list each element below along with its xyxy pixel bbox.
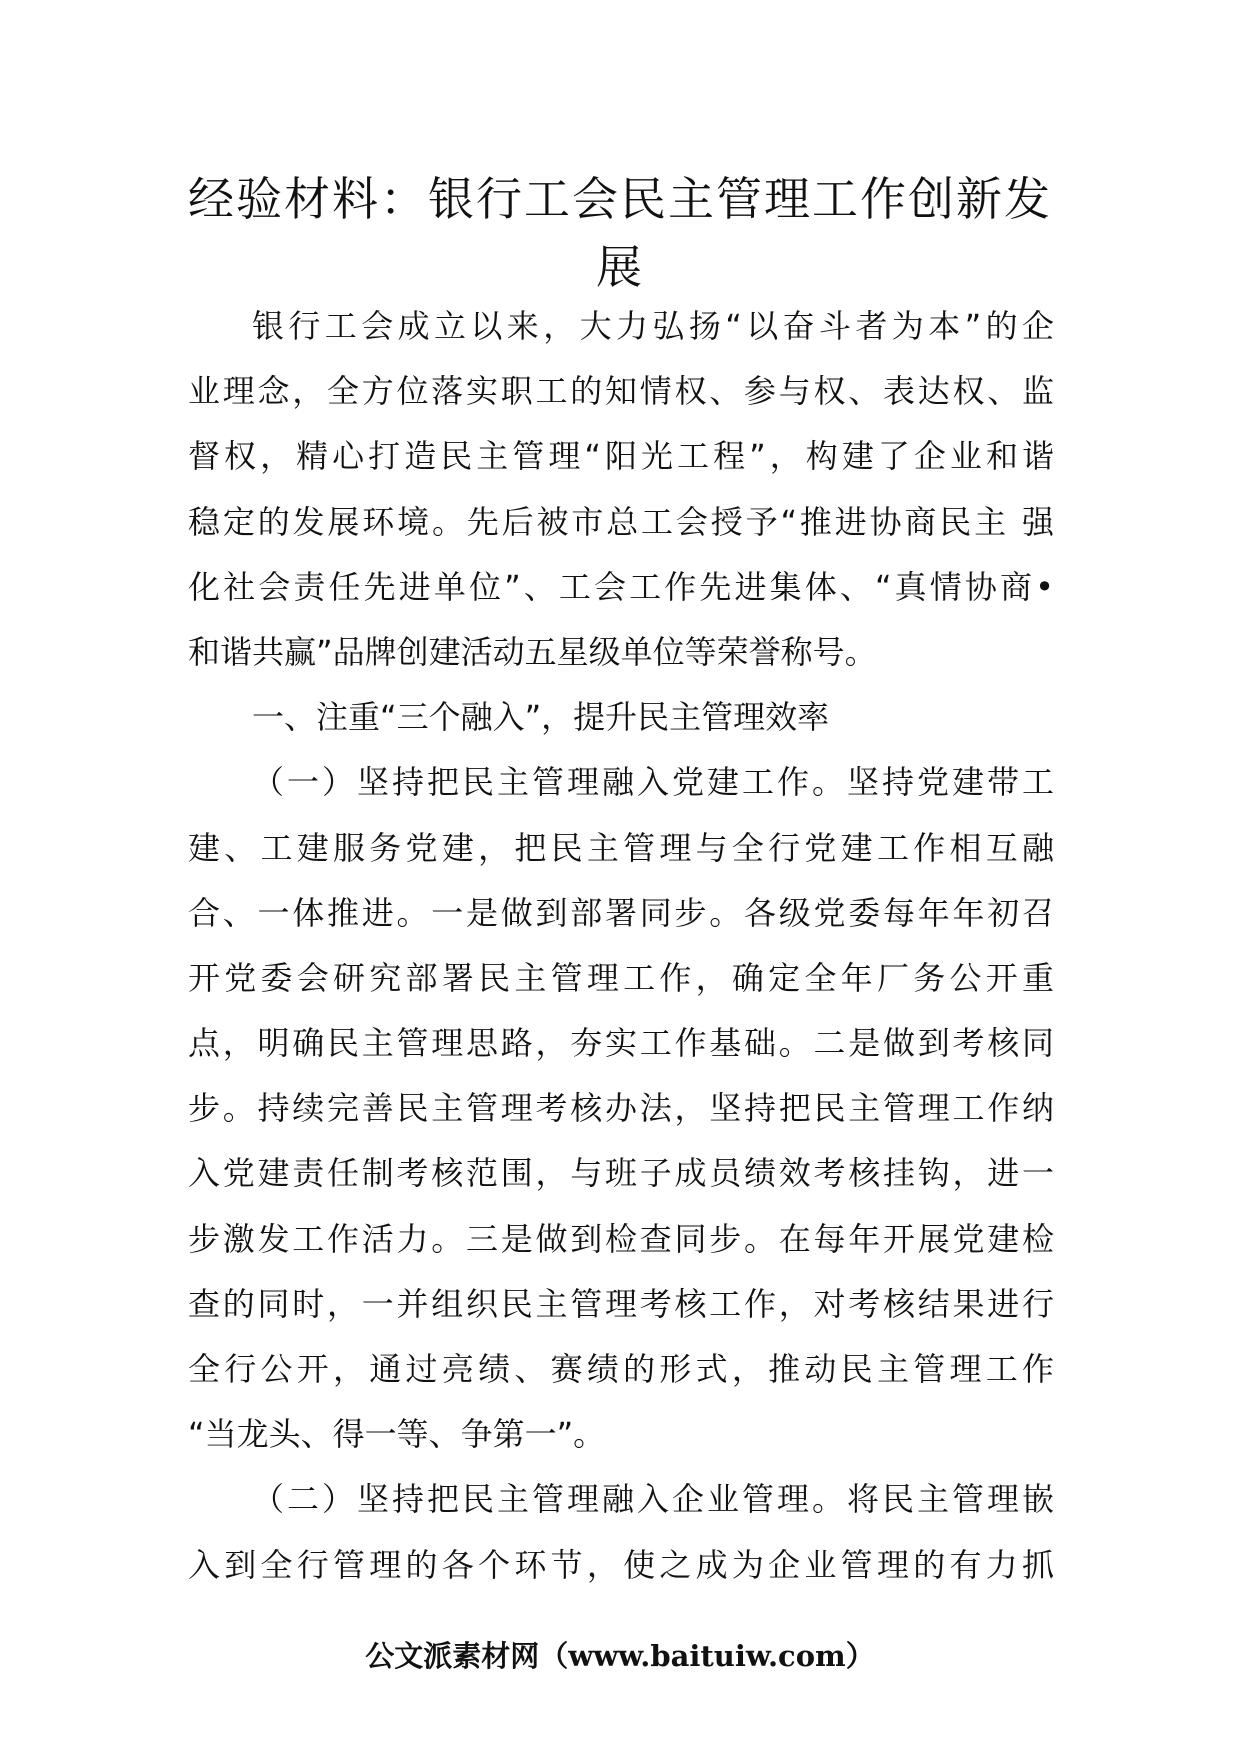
text-line: 化社会责任先进单位”、工会工作先进集体、“真情协商• xyxy=(188,567,1054,606)
footer-watermark: 公文派素材网（www.baituiw.com） xyxy=(365,1639,875,1673)
text-line: （一）坚持把民主管理融入党建工作。坚持党建带工 xyxy=(252,763,1054,802)
document-title xyxy=(180,165,1060,301)
document-body xyxy=(188,294,1054,1598)
text-line: “当龙头、得一等、争第一”。 xyxy=(188,1415,606,1454)
text-line: （二）坚持把民主管理融入企业管理。将民主管理嵌 xyxy=(252,1480,1054,1519)
text-line: 稳定的发展环境。先后被市总工会授予“推进协商民主 强 xyxy=(188,502,1054,541)
text-line: 建、工建服务党建，把民主管理与全行党建工作相互融 xyxy=(188,828,1054,867)
text-line: 点，明确民主管理思路，夯实工作基础。二是做到考核同 xyxy=(188,1024,1054,1063)
text-line: 一、注重“三个融入”，提升民主管理效率 xyxy=(252,698,830,737)
text-line: 入党建责任制考核范围，与班子成员绩效考核挂钩，进一 xyxy=(188,1154,1054,1193)
text-line: 入到全行管理的各个环节，使之成为企业管理的有力抓 xyxy=(188,1545,1054,1584)
text-line: 步。持续完善民主管理考核办法，坚持把民主管理工作纳 xyxy=(188,1089,1054,1128)
title-line-2: 展 xyxy=(596,240,644,294)
text-line: 合、一体推进。一是做到部署同步。各级党委每年年初召 xyxy=(188,893,1054,932)
text-line: 业理念，全方位落实职工的知情权、参与权、表达权、监 xyxy=(188,372,1054,411)
text-line: 查的同时，一并组织民主管理考核工作，对考核结果进行 xyxy=(188,1284,1054,1323)
text-line: 全行公开，通过亮绩、赛绩的形式，推动民主管理工作 xyxy=(188,1350,1054,1388)
title-line-1: 经验材料：银行工会民主管理工作创新发 xyxy=(188,172,1052,226)
text-line: 步激发工作活力。三是做到检查同步。在每年开展党建检 xyxy=(188,1219,1054,1258)
text-line: 和谐共赢”品牌创建活动五星级单位等荣誉称号。 xyxy=(188,632,877,671)
text-line: 督权，精心打造民主管理“阳光工程”，构建了企业和谐 xyxy=(188,437,1054,476)
text-line: 银行工会成立以来，大力弘扬“以奋斗者为本”的企 xyxy=(252,307,1054,345)
text-line: 开党委会研究部署民主管理工作，确定全年厂务公开重 xyxy=(188,958,1054,997)
